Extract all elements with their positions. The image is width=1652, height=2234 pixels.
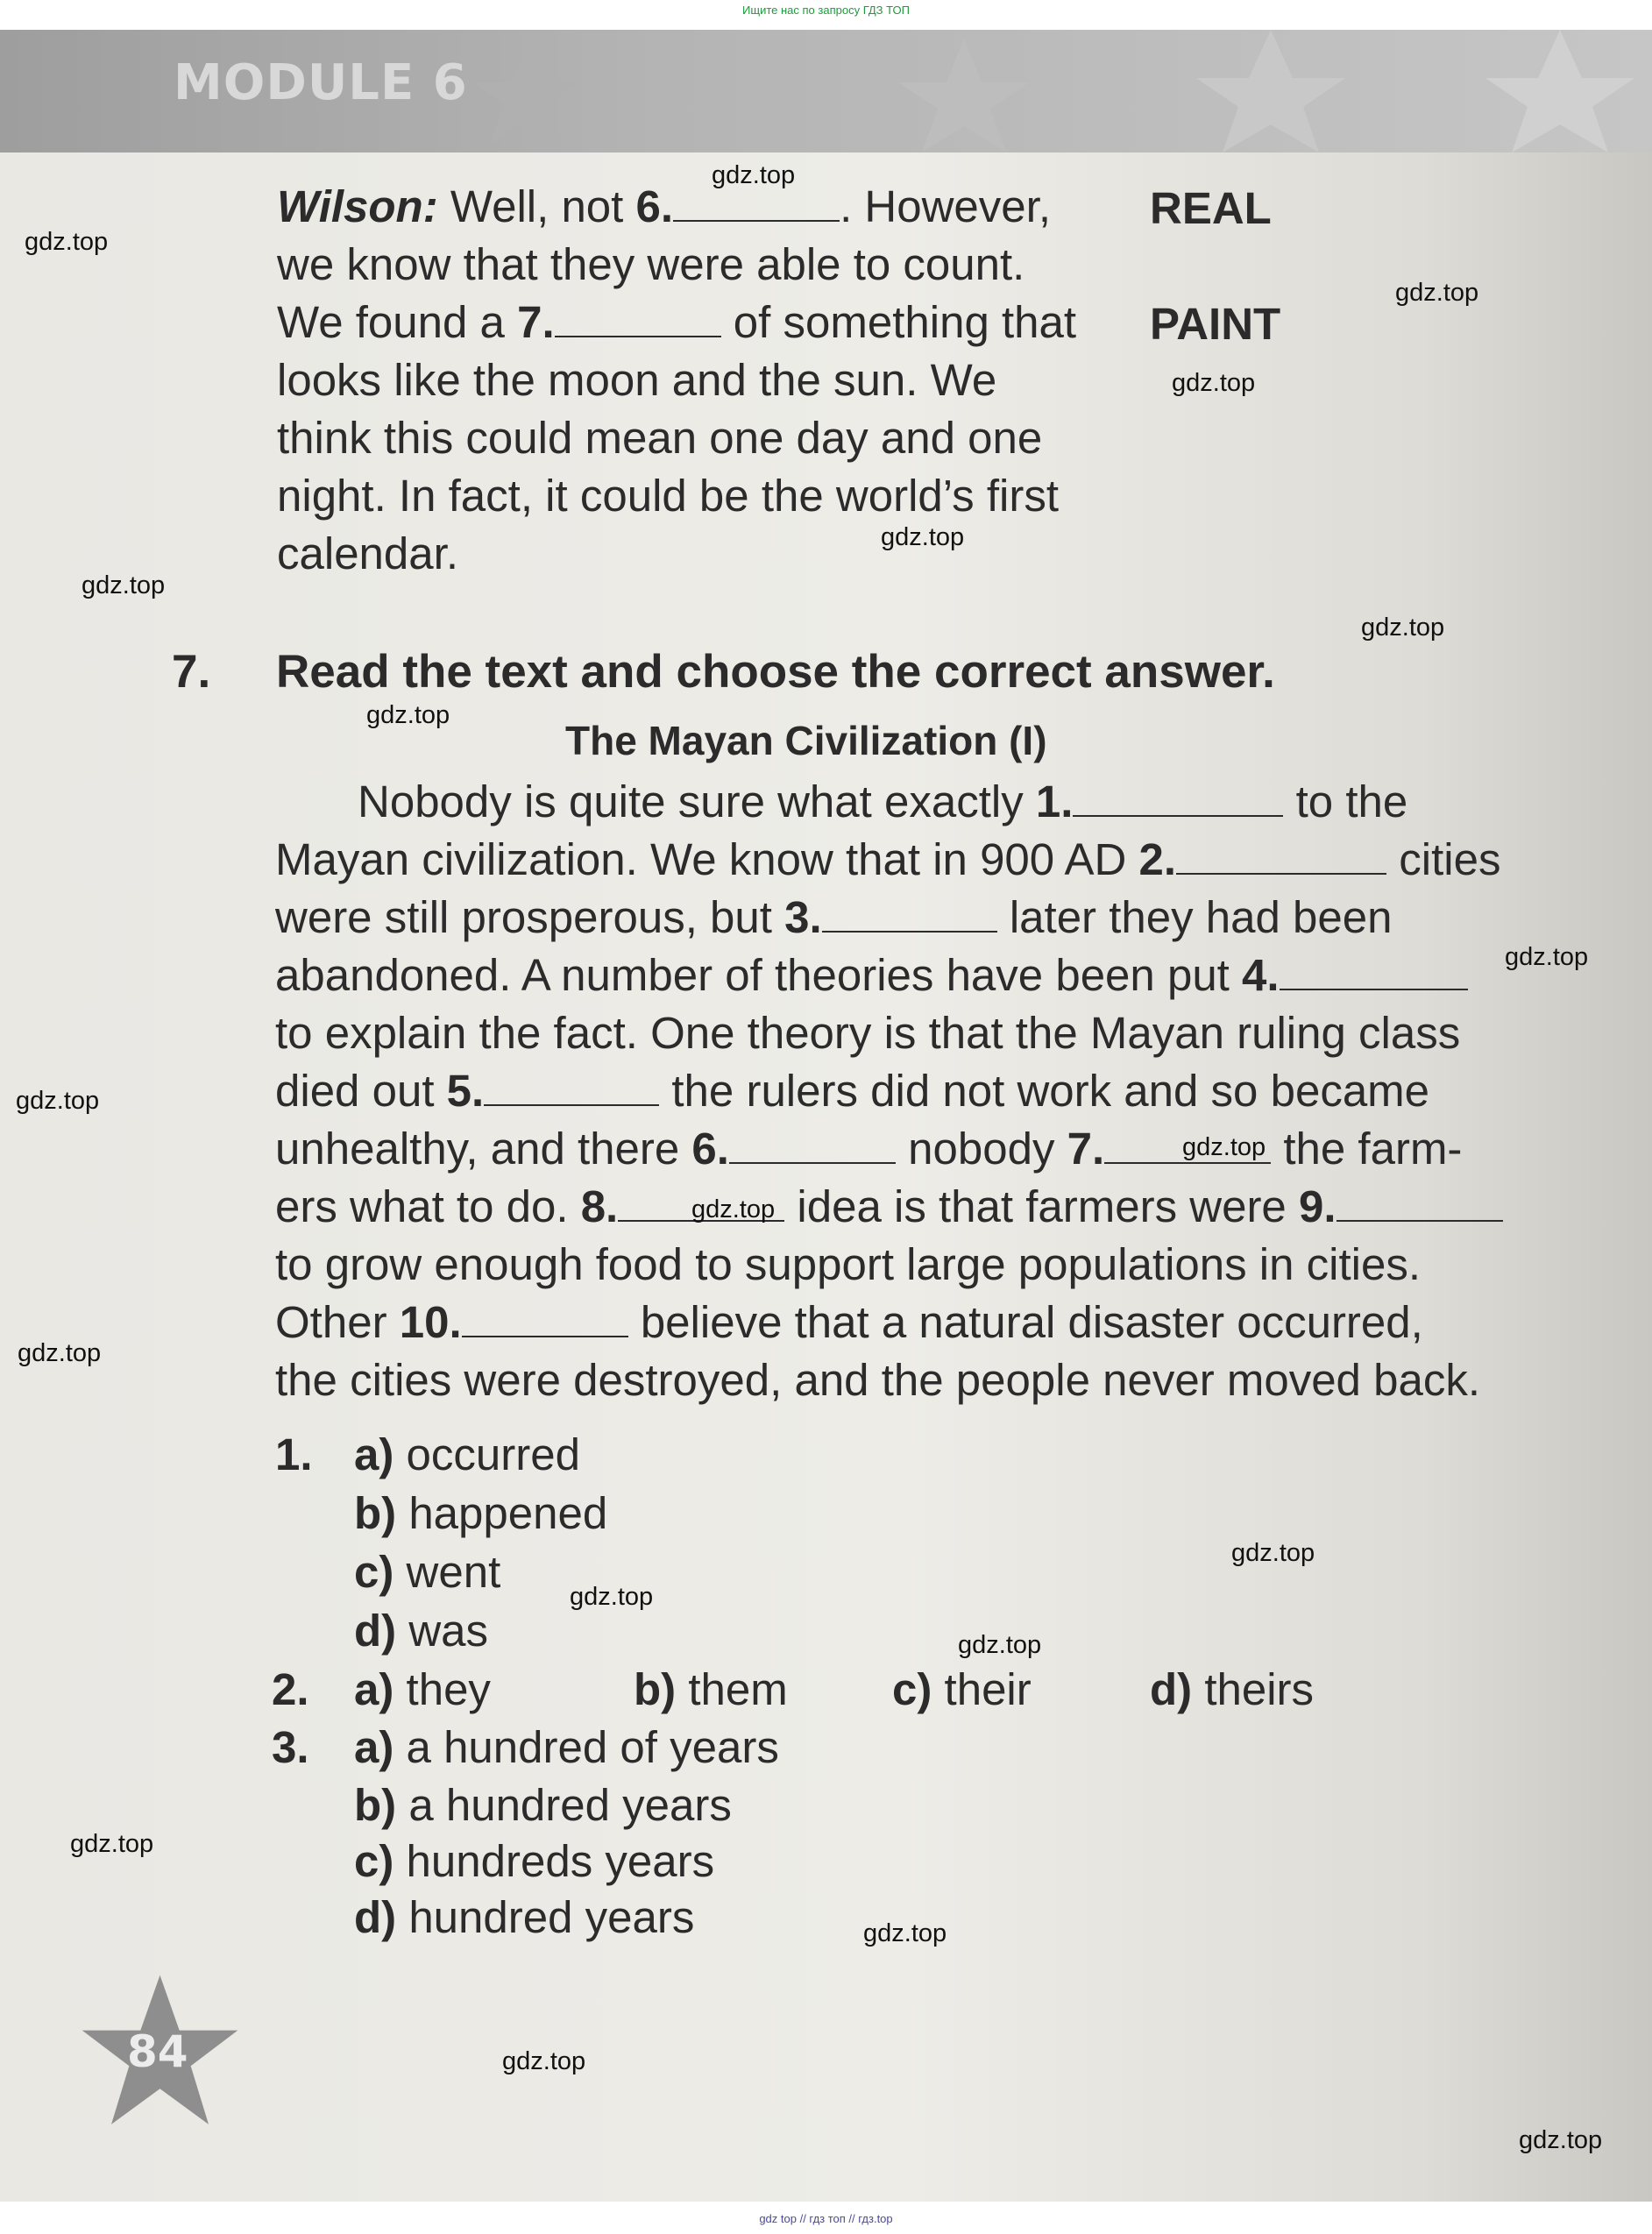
watermark: gdz.top [1361,613,1445,642]
passage-text: the rulers did not work and so became [671,1066,1430,1116]
dialogue-line-7: calendar. [277,528,458,578]
option-text: theirs [1204,1664,1315,1714]
reading-title: The Mayan Civilization (I) [565,718,1047,763]
gap-number: 4. [1242,950,1280,1000]
question-3-number: 3. [272,1722,309,1772]
watermark: gdz.top [691,1195,776,1223]
passage-line-7 [275,1123,1462,1174]
passage-text: Other [275,1297,387,1347]
option-text: a hundred of years [406,1722,779,1772]
passage-text: abandoned. A number of theories have been put [275,950,1230,1000]
answer-blank[interactable] [555,301,721,337]
passage-text: later they had been [1009,892,1393,942]
q2-option-c[interactable] [892,1663,1032,1715]
dialogue-line-1 [277,181,1051,232]
answer-blank[interactable] [1176,838,1386,875]
option-text: them [688,1664,788,1714]
answer-blank[interactable] [673,185,840,222]
dialogue-line-3 [277,296,1076,348]
watermark: gdz.top [863,1919,947,1947]
q3-option-c[interactable] [354,1835,714,1887]
option-text: was [408,1606,489,1656]
passage-line-9: to grow enough food to support large populations in cities. [275,1239,1422,1289]
option-text: they [406,1664,491,1714]
q3-option-d[interactable] [354,1891,694,1943]
gap-number: 7. [517,297,555,347]
passage-text: unhealthy, and there [275,1124,680,1174]
passage-line-6 [275,1065,1429,1117]
option-text: happened [408,1488,608,1538]
q1-option-b[interactable] [354,1487,607,1539]
option-letter: b) [354,1488,397,1538]
watermark: gdz.top [366,701,450,729]
gap-number: 6. [691,1124,729,1174]
gap-number: 7. [1067,1124,1105,1174]
option-text: hundred years [408,1892,695,1942]
passage-text: the farm- [1283,1124,1463,1174]
option-text: a hundred years [408,1780,732,1830]
passage-text: Mayan civilization. We know that in 900 AD [275,834,1127,884]
passage-line-1 [358,776,1407,827]
passage-text: Nobody is quite sure what exactly [358,777,1024,826]
q1-option-a[interactable] [354,1429,580,1480]
passage-line-8 [275,1181,1503,1232]
watermark: gdz.top [502,2047,586,2075]
q3-option-b[interactable] [354,1779,732,1831]
passage-text: cities [1399,834,1501,884]
gap-number: 1. [1035,777,1074,826]
watermark: gdz.top [1182,1133,1266,1161]
answer-blank[interactable] [1336,1185,1503,1222]
q3-option-a[interactable] [354,1721,779,1773]
q2-option-d[interactable] [1150,1663,1314,1715]
option-letter: d) [354,1892,397,1942]
question-2-number: 2. [272,1664,309,1714]
answer-blank[interactable] [729,1127,896,1164]
dialogue-line-5: think this could mean one day and one [277,413,1043,463]
dialogue-line-4: looks like the moon and the sun. We [277,355,997,405]
gap-number: 2. [1138,834,1177,884]
option-letter: d) [354,1606,397,1656]
option-text: occurred [406,1429,580,1479]
option-text: their [944,1664,1032,1714]
option-letter: c) [354,1547,394,1597]
option-text: hundreds years [406,1836,715,1886]
word-formation-real: REAL [1150,183,1272,233]
option-letter: b) [354,1780,397,1830]
passage-text: were still prosperous, but [275,892,772,942]
page-number: 84 [127,2026,188,2077]
watermark: gdz.top [1172,369,1256,397]
option-text: went [406,1547,501,1597]
passage-text: died out [275,1066,435,1116]
q2-option-b[interactable] [634,1663,788,1715]
question-1-number: 1. [275,1429,313,1479]
watermark: gdz.top [70,1830,154,1858]
dialogue-text: We found a [277,297,505,347]
dialogue-line-2: we know that they were able to count. [277,239,1025,289]
passage-line-11: the cities were destroyed, and the people never moved back. [275,1355,1480,1405]
passage-line-3 [275,891,1393,943]
passage-line-2 [275,833,1500,885]
dialogue-text: Well, not [450,181,624,231]
passage-line-4 [275,949,1468,1001]
watermark: gdz.top [16,1087,100,1115]
dialogue-text: of something that [733,297,1077,347]
watermark: gdz.top [1231,1539,1315,1567]
option-letter: b) [634,1664,677,1714]
answer-blank[interactable] [484,1069,659,1106]
option-letter: a) [354,1664,394,1714]
answer-blank[interactable] [1073,780,1283,817]
gap-number: 8. [580,1181,619,1231]
passage-text: ers what to do. [275,1181,569,1231]
watermark: gdz.top [18,1339,102,1367]
option-letter: a) [354,1722,394,1772]
watermark: gdz.top [1505,943,1589,971]
watermark: gdz.top [958,1631,1042,1659]
watermark: gdz.top [82,571,166,599]
q2-option-a[interactable] [354,1663,491,1715]
word-formation-paint: PAINT [1150,299,1281,349]
gap-number: 10. [399,1297,462,1347]
speaker-name: Wilson: [277,181,438,231]
q1-option-d[interactable] [354,1605,488,1656]
watermark: gdz.top [881,523,965,551]
exercise-number: 7. [172,646,211,698]
passage-text: to the [1295,777,1408,826]
passage-text: nobody [908,1124,1055,1174]
watermark: gdz.top [1395,279,1479,307]
answer-blank[interactable] [822,896,997,933]
option-letter: c) [892,1664,932,1714]
option-letter: a) [354,1429,394,1479]
bottom-note: gdz top // гдз топ // гдз.top [759,2212,893,2225]
q1-option-c[interactable] [354,1546,500,1598]
gap-number: 5. [446,1066,485,1116]
watermark: gdz.top [25,228,109,256]
watermark: gdz.top [712,161,796,189]
module-title: MODULE 6 [174,54,468,111]
option-letter: d) [1150,1664,1193,1714]
option-letter: c) [354,1836,394,1886]
exercise-instruction: Read the text and choose the correct answer. [276,646,1275,698]
gap-number: 9. [1298,1181,1336,1231]
watermark: gdz.top [1519,2126,1603,2154]
dialogue-line-6: night. In fact, it could be the world’s first [277,471,1060,521]
answer-blank[interactable] [462,1301,628,1337]
gap-number: 6. [635,181,674,231]
passage-text: believe that a natural disaster occurred, [640,1297,1423,1347]
top-note: Ищите нас по запросу ГДЗ ТОП [742,4,910,17]
dialogue-text: . However, [840,181,1051,231]
passage-line-10 [275,1296,1423,1348]
gap-number: 3. [784,892,822,942]
passage-text: idea is that farmers were [797,1181,1287,1231]
answer-blank[interactable] [1280,954,1468,990]
passage-line-5: to explain the fact. One theory is that the Mayan ruling class [275,1008,1461,1058]
watermark: gdz.top [570,1583,654,1611]
